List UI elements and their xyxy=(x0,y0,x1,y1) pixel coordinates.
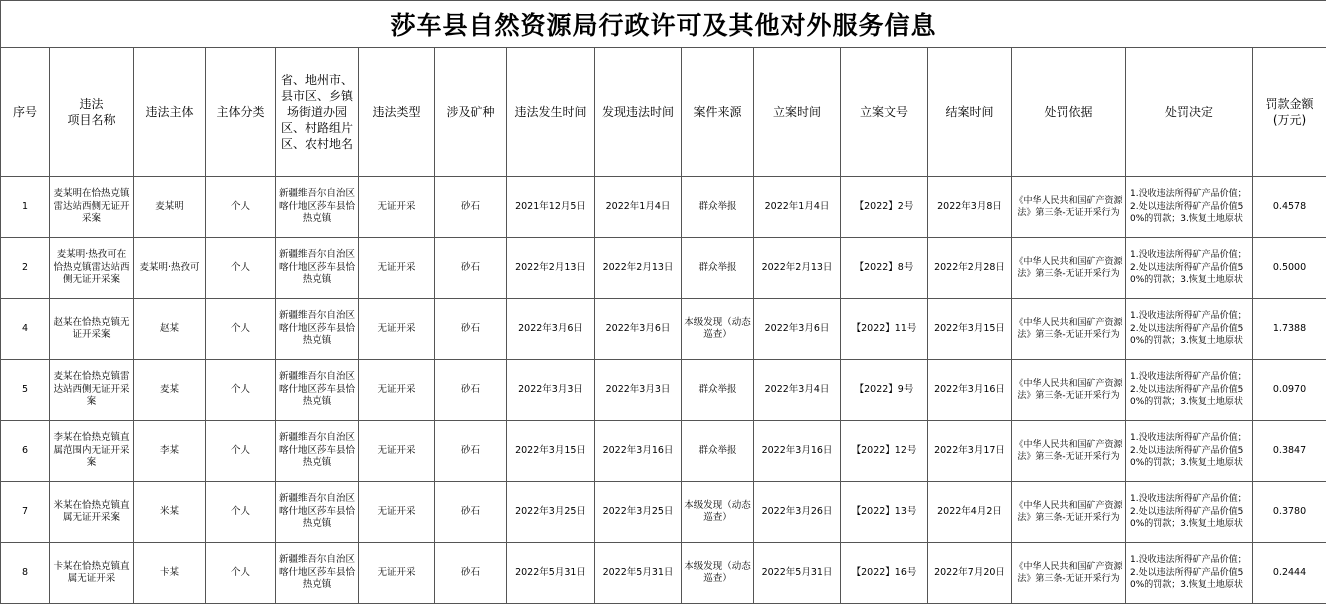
cell-mineral: 砂石 xyxy=(435,360,507,421)
cell-source: 群众举报 xyxy=(682,360,754,421)
header-closed: 结案时间 xyxy=(928,48,1012,177)
cell-occurred: 2022年3月25日 xyxy=(507,482,595,543)
cell-project: 李某在恰热克镇直属范围内无证开采案 xyxy=(50,421,134,482)
cell-discovered: 2022年1月4日 xyxy=(595,177,682,238)
cell-subject: 卡某 xyxy=(134,543,206,604)
cell-basis: 《中华人民共和国矿产资源法》第三条-无证开采行为 xyxy=(1012,421,1126,482)
header-source: 案件来源 xyxy=(682,48,754,177)
cell-subject: 麦某明·热孜可 xyxy=(134,238,206,299)
cell-fine: 0.2444 xyxy=(1253,543,1326,604)
header-occurred: 违法发生时间 xyxy=(507,48,595,177)
cell-location: 新疆维吾尔自治区喀什地区莎车县恰热克镇 xyxy=(276,421,359,482)
cell-decision: 1.没收违法所得矿产品价值；2.处以违法所得矿产品价值50%的罚款；3.恢复土地原状 xyxy=(1126,482,1253,543)
cell-occurred: 2022年5月31日 xyxy=(507,543,595,604)
cell-category: 个人 xyxy=(206,238,276,299)
cell-location: 新疆维吾尔自治区喀什地区莎车县恰热克镇 xyxy=(276,238,359,299)
cell-no: 7 xyxy=(1,482,50,543)
cell-no: 5 xyxy=(1,360,50,421)
cell-mineral: 砂石 xyxy=(435,421,507,482)
cell-occurred: 2022年3月15日 xyxy=(507,421,595,482)
cell-source: 群众举报 xyxy=(682,421,754,482)
cell-category: 个人 xyxy=(206,482,276,543)
cell-source: 本级发现（动态巡查） xyxy=(682,543,754,604)
cell-fine: 0.4578 xyxy=(1253,177,1326,238)
cell-basis: 《中华人民共和国矿产资源法》第三条-无证开采行为 xyxy=(1012,482,1126,543)
cell-decision: 1.没收违法所得矿产品价值；2.处以违法所得矿产品价值50%的罚款；3.恢复土地原状 xyxy=(1126,299,1253,360)
cell-doc-no: 【2022】11号 xyxy=(841,299,928,360)
header-discovered: 发现违法时间 xyxy=(595,48,682,177)
header-mineral: 涉及矿种 xyxy=(435,48,507,177)
cell-filed: 2022年3月6日 xyxy=(754,299,841,360)
cell-no: 6 xyxy=(1,421,50,482)
cell-occurred: 2022年3月6日 xyxy=(507,299,595,360)
cell-filed: 2022年5月31日 xyxy=(754,543,841,604)
cell-type: 无证开采 xyxy=(359,543,435,604)
cell-mineral: 砂石 xyxy=(435,238,507,299)
cell-filed: 2022年3月16日 xyxy=(754,421,841,482)
cell-type: 无证开采 xyxy=(359,177,435,238)
cell-decision: 1.没收违法所得矿产品价值；2.处以违法所得矿产品价值50%的罚款；3.恢复土地原状 xyxy=(1126,421,1253,482)
cell-basis: 《中华人民共和国矿产资源法》第三条-无证开采行为 xyxy=(1012,360,1126,421)
header-project: 违法 项目名称 xyxy=(50,48,134,177)
cell-discovered: 2022年3月6日 xyxy=(595,299,682,360)
cell-subject: 米某 xyxy=(134,482,206,543)
cell-type: 无证开采 xyxy=(359,360,435,421)
cell-fine: 0.5000 xyxy=(1253,238,1326,299)
cell-type: 无证开采 xyxy=(359,299,435,360)
cell-project: 赵某在恰热克镇无证开采案 xyxy=(50,299,134,360)
cell-occurred: 2021年12月5日 xyxy=(507,177,595,238)
header-row xyxy=(1,48,1326,177)
header-filed: 立案时间 xyxy=(754,48,841,177)
cell-type: 无证开采 xyxy=(359,238,435,299)
cell-no: 2 xyxy=(1,238,50,299)
cell-project: 米某在恰热克镇直属无证开采案 xyxy=(50,482,134,543)
cell-subject: 李某 xyxy=(134,421,206,482)
header-basis: 处罚依据 xyxy=(1012,48,1126,177)
table-row xyxy=(1,360,1326,421)
cell-type: 无证开采 xyxy=(359,421,435,482)
cell-discovered: 2022年3月16日 xyxy=(595,421,682,482)
cell-doc-no: 【2022】12号 xyxy=(841,421,928,482)
cell-basis: 《中华人民共和国矿产资源法》第三条-无证开采行为 xyxy=(1012,238,1126,299)
cell-mineral: 砂石 xyxy=(435,543,507,604)
cell-category: 个人 xyxy=(206,360,276,421)
cell-closed: 2022年3月17日 xyxy=(928,421,1012,482)
cell-doc-no: 【2022】2号 xyxy=(841,177,928,238)
header-fine: 罚款金额 (万元) xyxy=(1253,48,1326,177)
cell-no: 4 xyxy=(1,299,50,360)
cell-category: 个人 xyxy=(206,543,276,604)
cell-location: 新疆维吾尔自治区喀什地区莎车县恰热克镇 xyxy=(276,543,359,604)
cell-project: 卡某在恰热克镇直属无证开采 xyxy=(50,543,134,604)
table-row xyxy=(1,177,1326,238)
header-category: 主体分类 xyxy=(206,48,276,177)
header-decision: 处罚决定 xyxy=(1126,48,1253,177)
table-row xyxy=(1,421,1326,482)
cell-fine: 0.0970 xyxy=(1253,360,1326,421)
cell-mineral: 砂石 xyxy=(435,177,507,238)
cell-project: 麦某明在恰热克镇雷达站西侧无证开采案 xyxy=(50,177,134,238)
cell-basis: 《中华人民共和国矿产资源法》第三条-无证开采行为 xyxy=(1012,299,1126,360)
cell-closed: 2022年3月15日 xyxy=(928,299,1012,360)
cell-basis: 《中华人民共和国矿产资源法》第三条-无证开采行为 xyxy=(1012,177,1126,238)
cell-mineral: 砂石 xyxy=(435,482,507,543)
cell-mineral: 砂石 xyxy=(435,299,507,360)
header-location: 省、地州市、县市区、乡镇场街道办园区、村路组片区、农村地名 xyxy=(276,48,359,177)
cell-location: 新疆维吾尔自治区喀什地区莎车县恰热克镇 xyxy=(276,299,359,360)
header-no: 序号 xyxy=(1,48,50,177)
cell-discovered: 2022年2月13日 xyxy=(595,238,682,299)
cell-subject: 麦某 xyxy=(134,360,206,421)
cell-decision: 1.没收违法所得矿产品价值；2.处以违法所得矿产品价值50%的罚款；3.恢复土地原状 xyxy=(1126,177,1253,238)
cell-fine: 1.7388 xyxy=(1253,299,1326,360)
cell-source: 本级发现（动态巡查） xyxy=(682,299,754,360)
cell-source: 群众举报 xyxy=(682,238,754,299)
cell-discovered: 2022年5月31日 xyxy=(595,543,682,604)
cell-project: 麦某在恰热克镇雷达站西侧无证开采案 xyxy=(50,360,134,421)
cell-no: 1 xyxy=(1,177,50,238)
table-row xyxy=(1,299,1326,360)
cell-category: 个人 xyxy=(206,177,276,238)
cell-category: 个人 xyxy=(206,421,276,482)
cell-closed: 2022年2月28日 xyxy=(928,238,1012,299)
cell-decision: 1.没收违法所得矿产品价值；2.处以违法所得矿产品价值50%的罚款；3.恢复土地原状 xyxy=(1126,238,1253,299)
cell-closed: 2022年3月8日 xyxy=(928,177,1012,238)
header-doc-no: 立案文号 xyxy=(841,48,928,177)
header-type: 违法类型 xyxy=(359,48,435,177)
cell-subject: 麦某明 xyxy=(134,177,206,238)
cell-closed: 2022年4月2日 xyxy=(928,482,1012,543)
cell-doc-no: 【2022】16号 xyxy=(841,543,928,604)
cell-source: 群众举报 xyxy=(682,177,754,238)
cell-filed: 2022年1月4日 xyxy=(754,177,841,238)
cell-filed: 2022年2月13日 xyxy=(754,238,841,299)
cell-closed: 2022年3月16日 xyxy=(928,360,1012,421)
table-row xyxy=(1,482,1326,543)
cell-doc-no: 【2022】13号 xyxy=(841,482,928,543)
cell-occurred: 2022年3月3日 xyxy=(507,360,595,421)
cell-discovered: 2022年3月25日 xyxy=(595,482,682,543)
header-subject: 违法主体 xyxy=(134,48,206,177)
cell-fine: 0.3847 xyxy=(1253,421,1326,482)
table-row xyxy=(1,543,1326,604)
cell-project: 麦某明·热孜可在恰热克镇雷达站西侧无证开采案 xyxy=(50,238,134,299)
cell-location: 新疆维吾尔自治区喀什地区莎车县恰热克镇 xyxy=(276,360,359,421)
cell-doc-no: 【2022】9号 xyxy=(841,360,928,421)
cell-fine: 0.3780 xyxy=(1253,482,1326,543)
cell-source: 本级发现（动态巡查） xyxy=(682,482,754,543)
cell-closed: 2022年7月20日 xyxy=(928,543,1012,604)
cell-discovered: 2022年3月3日 xyxy=(595,360,682,421)
cell-type: 无证开采 xyxy=(359,482,435,543)
cell-doc-no: 【2022】8号 xyxy=(841,238,928,299)
cell-no: 8 xyxy=(1,543,50,604)
cell-filed: 2022年3月26日 xyxy=(754,482,841,543)
cell-filed: 2022年3月4日 xyxy=(754,360,841,421)
cell-decision: 1.没收违法所得矿产品价值；2.处以违法所得矿产品价值50%的罚款；3.恢复土地原状 xyxy=(1126,543,1253,604)
cell-location: 新疆维吾尔自治区喀什地区莎车县恰热克镇 xyxy=(276,177,359,238)
cell-category: 个人 xyxy=(206,299,276,360)
table-title: 莎车县自然资源局行政许可及其他对外服务信息 xyxy=(1,1,1326,48)
cell-location: 新疆维吾尔自治区喀什地区莎车县恰热克镇 xyxy=(276,482,359,543)
cell-basis: 《中华人民共和国矿产资源法》第三条-无证开采行为 xyxy=(1012,543,1126,604)
table-row xyxy=(1,238,1326,299)
cell-subject: 赵某 xyxy=(134,299,206,360)
cell-occurred: 2022年2月13日 xyxy=(507,238,595,299)
cell-decision: 1.没收违法所得矿产品价值；2.处以违法所得矿产品价值50%的罚款；3.恢复土地原状 xyxy=(1126,360,1253,421)
